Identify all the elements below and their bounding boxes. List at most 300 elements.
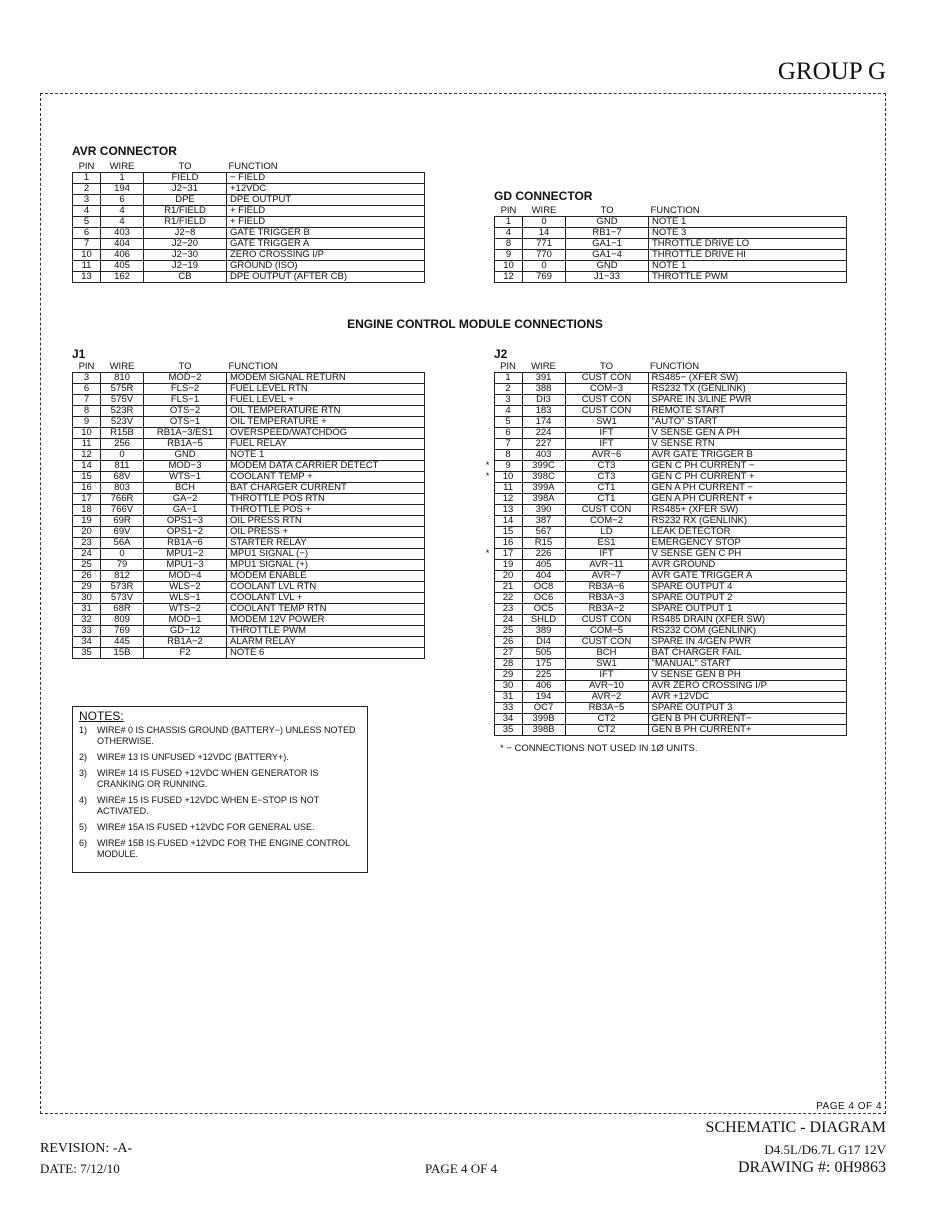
table-row xyxy=(474,615,846,626)
unused-marker xyxy=(474,703,494,714)
note-number: 3) xyxy=(79,768,88,778)
unused-marker xyxy=(474,406,494,417)
table-cell: 27 xyxy=(494,648,522,659)
table-cell: 11 xyxy=(494,483,522,494)
table-cell: 0 xyxy=(101,549,144,560)
table-cell: R1/FIELD xyxy=(144,217,227,228)
table-cell: 803 xyxy=(101,483,144,494)
table-cell: OPS1−2 xyxy=(144,527,227,538)
document-title: SCHEMATIC - DIAGRAM xyxy=(705,1119,886,1136)
table-cell: IFT xyxy=(565,439,648,450)
table-cell: 403 xyxy=(101,228,144,239)
table-cell: 10 xyxy=(73,428,101,439)
table-cell: AVR +12VDC xyxy=(648,692,846,703)
table-row xyxy=(73,549,425,560)
table-cell: 1 xyxy=(494,373,522,384)
table-cell: 17 xyxy=(494,549,522,560)
table-row xyxy=(474,483,846,494)
table-cell: V SENSE GEN B PH xyxy=(648,670,846,681)
table-cell: 23 xyxy=(73,538,101,549)
table-cell: SPARE IN 3/LINE PWR xyxy=(648,395,846,406)
col-header-to: TO xyxy=(600,205,614,216)
table-cell: 33 xyxy=(73,626,101,637)
table-cell: V SENSE GEN A PH xyxy=(648,428,846,439)
table-cell: RB3A−3 xyxy=(565,593,648,604)
table-cell: AVR GATE TRIGGER A xyxy=(648,571,846,582)
table-cell: MOD−1 xyxy=(144,615,227,626)
table-cell: 32 xyxy=(73,615,101,626)
j1-table xyxy=(72,362,425,659)
table-header-row xyxy=(474,362,846,373)
note-item xyxy=(79,752,361,763)
note-item xyxy=(79,768,361,790)
table-cell: − FIELD xyxy=(227,173,425,184)
table-cell: AVR−10 xyxy=(565,681,648,692)
table-cell: BCH xyxy=(144,483,227,494)
table-cell: 34 xyxy=(73,637,101,648)
model-label: D4.5L/D6.7L G17 12V xyxy=(764,1142,886,1157)
table-cell: 405 xyxy=(522,560,565,571)
table-cell: 17 xyxy=(73,494,101,505)
table-cell: AVR GROUND xyxy=(648,560,846,571)
table-row xyxy=(474,472,846,483)
note-text: WIRE# 15 IS FUSED +12VDC WHEN E−STOP IS NOT ACTIVATED. xyxy=(97,795,320,816)
table-cell: 399C xyxy=(522,461,565,472)
table-cell: 812 xyxy=(101,571,144,582)
table-cell: 1 xyxy=(101,173,144,184)
table-cell: 809 xyxy=(101,615,144,626)
note-text: WIRE# 15B IS FUSED +12VDC FOR THE ENGINE CONTROL MODULE. xyxy=(97,838,350,859)
table-cell: 24 xyxy=(73,549,101,560)
table-cell: CUST CON xyxy=(565,615,648,626)
table-cell: CUST CON xyxy=(565,505,648,516)
table-row xyxy=(73,604,425,615)
col-header-marker xyxy=(474,362,494,373)
table-cell: RS232 TX (GENLINK) xyxy=(648,384,846,395)
drawing-number: DRAWING #: 0H9863 xyxy=(737,1159,886,1176)
table-cell: 4 xyxy=(101,206,144,217)
table-row xyxy=(495,217,847,228)
note-number: 2) xyxy=(79,752,88,762)
table-cell: 523R xyxy=(101,406,144,417)
table-cell: GEN C PH CURRENT + xyxy=(648,472,846,483)
table-cell: WTS−2 xyxy=(144,604,227,615)
table-cell: RS485− (XFER SW) xyxy=(648,373,846,384)
table-row xyxy=(73,184,425,195)
table-cell: COOLANT LVL RTN xyxy=(227,582,425,593)
table-cell: IFT xyxy=(565,670,648,681)
col-header-pin: PIN xyxy=(500,205,517,216)
table-cell: SPARE IN 4/GEN PWR xyxy=(648,637,846,648)
table-cell: MOD−4 xyxy=(144,571,227,582)
table-cell: 5 xyxy=(73,217,101,228)
table-row xyxy=(474,681,846,692)
table-cell: SPARE OUTPUT 1 xyxy=(648,604,846,615)
table-cell: 404 xyxy=(522,571,565,582)
table-cell: 3 xyxy=(73,195,101,206)
table-cell: 2 xyxy=(494,384,522,395)
table-cell: 29 xyxy=(73,582,101,593)
table-cell: 14 xyxy=(523,228,566,239)
table-cell: OPS1−3 xyxy=(144,516,227,527)
table-cell: MODEM ENABLE xyxy=(227,571,425,582)
unused-marker xyxy=(474,637,494,648)
note-text: WIRE# 0 IS CHASSIS GROUND (BATTERY−) UNLESS NOTED OTHERWISE. xyxy=(97,725,356,746)
table-cell: 3 xyxy=(494,395,522,406)
table-cell: 399A xyxy=(522,483,565,494)
notes-list xyxy=(79,725,361,860)
table-cell: GND xyxy=(566,261,649,272)
table-cell: 4 xyxy=(495,228,523,239)
table-cell: MPU1−2 xyxy=(144,549,227,560)
table-row xyxy=(474,626,846,637)
table-cell: OTS−1 xyxy=(144,417,227,428)
table-row xyxy=(474,505,846,516)
table-row xyxy=(495,239,847,250)
table-cell: BAT CHARGER CURRENT xyxy=(227,483,425,494)
j2-title: J2 xyxy=(494,347,508,361)
col-header-to: TO xyxy=(599,361,614,372)
table-cell: 10 xyxy=(73,250,101,261)
table-cell: 13 xyxy=(494,505,522,516)
table-cell: 183 xyxy=(522,406,565,417)
table-row xyxy=(474,560,846,571)
table-cell: 6 xyxy=(73,228,101,239)
table-row xyxy=(474,417,846,428)
table-cell: 22 xyxy=(494,593,522,604)
table-cell: LEAK DETECTOR xyxy=(648,527,846,538)
col-header-wire: WIRE xyxy=(531,205,557,216)
col-header-pin: PIN xyxy=(500,361,516,372)
table-header-row xyxy=(495,206,847,217)
table-row xyxy=(474,604,846,615)
unused-marker xyxy=(474,648,494,659)
table-cell: J2−8 xyxy=(144,228,227,239)
table-cell: 68V xyxy=(101,472,144,483)
table-cell: 406 xyxy=(522,681,565,692)
avr-connector-table xyxy=(72,162,425,283)
table-row xyxy=(73,538,425,549)
table-cell: DI3 xyxy=(522,395,565,406)
table-cell: 398A xyxy=(522,494,565,505)
note-number: 4) xyxy=(79,795,88,805)
table-cell: 19 xyxy=(494,560,522,571)
table-cell: 0 xyxy=(101,450,144,461)
table-cell: RS485 DRAIN (XFER SW) xyxy=(648,615,846,626)
table-cell: 26 xyxy=(494,637,522,648)
table-cell: 9 xyxy=(73,417,101,428)
table-row xyxy=(73,527,425,538)
unused-marker xyxy=(474,373,494,384)
table-cell: 7 xyxy=(73,239,101,250)
table-cell: SW1 xyxy=(565,417,648,428)
table-cell: 1 xyxy=(495,217,523,228)
table-cell: CT1 xyxy=(565,494,648,505)
unused-marker xyxy=(474,604,494,615)
table-cell: OIL TEMPERATURE + xyxy=(227,417,425,428)
table-row xyxy=(73,461,425,472)
table-cell: WLS−2 xyxy=(144,582,227,593)
col-header-to: TO xyxy=(178,361,192,372)
table-cell: 10 xyxy=(494,472,522,483)
table-row xyxy=(73,483,425,494)
table-cell: FUEL RELAY xyxy=(227,439,425,450)
table-cell: 28 xyxy=(494,659,522,670)
table-cell: GEN C PH CURRENT − xyxy=(648,461,846,472)
table-cell: RB1A−5 xyxy=(144,439,227,450)
table-cell: 16 xyxy=(494,538,522,549)
table-cell: RB1A−6 xyxy=(144,538,227,549)
note-number: 6) xyxy=(79,838,88,848)
table-cell: NOTE 1 xyxy=(649,217,847,228)
unused-marker xyxy=(474,516,494,527)
table-cell: 567 xyxy=(522,527,565,538)
unused-marker xyxy=(474,626,494,637)
table-cell: OIL PRESS + xyxy=(227,527,425,538)
table-cell: 810 xyxy=(101,373,144,384)
table-cell: 811 xyxy=(101,461,144,472)
table-cell: 1 xyxy=(73,173,101,184)
table-cell: WLS−1 xyxy=(144,593,227,604)
table-cell: 79 xyxy=(101,560,144,571)
table-header-row xyxy=(73,162,425,173)
table-row xyxy=(474,373,846,384)
table-cell: THROTTLE PWM xyxy=(227,626,425,637)
note-item xyxy=(79,838,361,860)
unused-marker xyxy=(474,560,494,571)
unused-marker xyxy=(474,483,494,494)
unused-marker xyxy=(474,417,494,428)
col-header-function: FUNCTION xyxy=(650,361,700,372)
note-item xyxy=(79,822,361,833)
table-cell: 34 xyxy=(494,714,522,725)
table-cell: FLS−2 xyxy=(144,384,227,395)
table-cell: ALARM RELAY xyxy=(227,637,425,648)
table-row xyxy=(495,272,847,283)
table-cell: R15B xyxy=(101,428,144,439)
table-cell: 3 xyxy=(73,373,101,384)
table-cell: 399B xyxy=(522,714,565,725)
table-cell: AVR−11 xyxy=(565,560,648,571)
notes-title: NOTES: xyxy=(79,709,124,723)
table-row xyxy=(474,428,846,439)
avr-connector-title: AVR CONNECTOR xyxy=(72,144,177,158)
col-header-to: TO xyxy=(178,161,192,172)
table-cell: THROTTLE DRIVE HI xyxy=(649,250,847,261)
table-row xyxy=(73,494,425,505)
table-cell: CT1 xyxy=(565,483,648,494)
table-row xyxy=(73,505,425,516)
table-cell: COM−2 xyxy=(565,516,648,527)
table-cell: AVR−7 xyxy=(565,571,648,582)
table-cell: 398C xyxy=(522,472,565,483)
table-cell: 25 xyxy=(73,560,101,571)
table-cell: CUST CON xyxy=(565,395,648,406)
table-cell: 69V xyxy=(101,527,144,538)
table-cell: COM−3 xyxy=(565,384,648,395)
table-cell: THROTTLE POS + xyxy=(227,505,425,516)
unused-marker xyxy=(474,615,494,626)
ecm-connections-title: ENGINE CONTROL MODULE CONNECTIONS xyxy=(347,317,603,331)
table-cell: SPARE OUTPUT 4 xyxy=(648,582,846,593)
col-header-pin: PIN xyxy=(78,361,95,372)
table-cell: R15 xyxy=(522,538,565,549)
table-cell: FLS−1 xyxy=(144,395,227,406)
table-row xyxy=(474,538,846,549)
table-row xyxy=(474,516,846,527)
table-cell: J1−33 xyxy=(566,272,649,283)
table-cell: ES1 xyxy=(565,538,648,549)
table-cell: MPU1 SIGNAL (+) xyxy=(227,560,425,571)
table-cell: 20 xyxy=(494,571,522,582)
table-cell: IFT xyxy=(565,549,648,560)
table-row xyxy=(73,206,425,217)
table-cell: CB xyxy=(144,272,227,283)
table-cell: J2−30 xyxy=(144,250,227,261)
table-row xyxy=(73,593,425,604)
table-cell: 770 xyxy=(523,250,566,261)
table-cell: 227 xyxy=(522,439,565,450)
table-cell: 7 xyxy=(73,395,101,406)
table-cell: +12VDC xyxy=(227,184,425,195)
table-cell: 12 xyxy=(495,272,523,283)
table-cell: FIELD xyxy=(144,173,227,184)
table-row xyxy=(73,384,425,395)
table-cell: 7 xyxy=(494,439,522,450)
table-row xyxy=(474,648,846,659)
table-cell: 18 xyxy=(73,505,101,516)
table-cell: 0 xyxy=(523,217,566,228)
table-row xyxy=(474,395,846,406)
table-row xyxy=(73,272,425,283)
table-row xyxy=(73,571,425,582)
table-cell: 403 xyxy=(522,450,565,461)
table-cell: 225 xyxy=(522,670,565,681)
table-cell: 523V xyxy=(101,417,144,428)
table-cell: 766R xyxy=(101,494,144,505)
col-header-function: FUNCTION xyxy=(228,161,278,172)
table-cell: 10 xyxy=(495,261,523,272)
table-cell: 390 xyxy=(522,505,565,516)
table-cell: 4 xyxy=(101,217,144,228)
table-cell: GND xyxy=(144,450,227,461)
table-cell: 30 xyxy=(494,681,522,692)
gd-connector-table xyxy=(494,206,847,283)
table-cell: MOD−3 xyxy=(144,461,227,472)
table-cell: 29 xyxy=(494,670,522,681)
table-row xyxy=(474,439,846,450)
table-cell: 391 xyxy=(522,373,565,384)
col-header-function: FUNCTION xyxy=(228,361,278,372)
table-cell: THROTTLE DRIVE LO xyxy=(649,239,847,250)
table-row xyxy=(474,703,846,714)
table-cell: 25 xyxy=(494,626,522,637)
table-cell: AVR−2 xyxy=(565,692,648,703)
unused-marker xyxy=(474,725,494,736)
table-cell: 26 xyxy=(73,571,101,582)
table-row xyxy=(73,439,425,450)
j1-title: J1 xyxy=(72,347,86,361)
table-cell: GATE TRIGGER A xyxy=(227,239,425,250)
table-cell: BCH xyxy=(565,648,648,659)
table-cell: 387 xyxy=(522,516,565,527)
table-cell: SHLD xyxy=(522,615,565,626)
table-cell: 6 xyxy=(73,384,101,395)
col-header-function: FUNCTION xyxy=(650,205,700,216)
table-cell: 9 xyxy=(494,461,522,472)
table-row xyxy=(73,173,425,184)
table-cell: 194 xyxy=(101,184,144,195)
note-item xyxy=(79,725,361,747)
table-cell: CUST CON xyxy=(565,406,648,417)
table-row xyxy=(474,670,846,681)
table-cell: GEN B PH CURRENT− xyxy=(648,714,846,725)
table-row xyxy=(73,217,425,228)
table-cell: OC6 xyxy=(522,593,565,604)
table-row xyxy=(73,626,425,637)
table-row xyxy=(73,250,425,261)
table-cell: 15 xyxy=(494,527,522,538)
table-cell: THROTTLE POS RTN xyxy=(227,494,425,505)
col-header-wire: WIRE xyxy=(109,361,135,372)
table-cell: RS232 RX (GENLINK) xyxy=(648,516,846,527)
table-row xyxy=(474,637,846,648)
table-row xyxy=(73,472,425,483)
table-cell: CUST CON xyxy=(565,637,648,648)
table-row xyxy=(73,637,425,648)
table-cell: 194 xyxy=(522,692,565,703)
table-cell: MPU1−3 xyxy=(144,560,227,571)
table-cell: 8 xyxy=(495,239,523,250)
table-cell: 24 xyxy=(494,615,522,626)
notes-box xyxy=(72,706,368,873)
note-number: 1) xyxy=(79,725,88,735)
table-cell: 20 xyxy=(73,527,101,538)
table-cell: 5 xyxy=(494,417,522,428)
table-cell: J2−20 xyxy=(144,239,227,250)
table-cell: 4 xyxy=(73,206,101,217)
table-row xyxy=(474,725,846,736)
unused-marker xyxy=(474,450,494,461)
table-row xyxy=(474,494,846,505)
revision-label: REVISION: -A- xyxy=(40,1141,133,1156)
table-cell: 573V xyxy=(101,593,144,604)
unused-marker xyxy=(474,571,494,582)
table-cell: 35 xyxy=(494,725,522,736)
table-cell: CT3 xyxy=(565,461,648,472)
table-cell: 388 xyxy=(522,384,565,395)
table-cell: OC8 xyxy=(522,582,565,593)
table-cell: 21 xyxy=(494,582,522,593)
table-cell: MODEM DATA CARRIER DETECT xyxy=(227,461,425,472)
col-header-wire: WIRE xyxy=(109,161,135,172)
table-cell: SPARE OUTPUT 3 xyxy=(648,703,846,714)
note-number: 5) xyxy=(79,822,88,832)
table-cell: 445 xyxy=(101,637,144,648)
table-cell: 766V xyxy=(101,505,144,516)
table-cell: 9 xyxy=(495,250,523,261)
table-row xyxy=(73,450,425,461)
unused-marker: * xyxy=(485,471,490,482)
table-cell: "AUTO" START xyxy=(648,417,846,428)
table-cell: LD xyxy=(565,527,648,538)
table-cell: MODEM SIGNAL RETURN xyxy=(227,373,425,384)
table-row xyxy=(474,714,846,725)
table-cell: ZERO CROSSING I/P xyxy=(227,250,425,261)
table-row xyxy=(474,406,846,417)
table-cell: RB3A−6 xyxy=(565,582,648,593)
table-cell: 573R xyxy=(101,582,144,593)
